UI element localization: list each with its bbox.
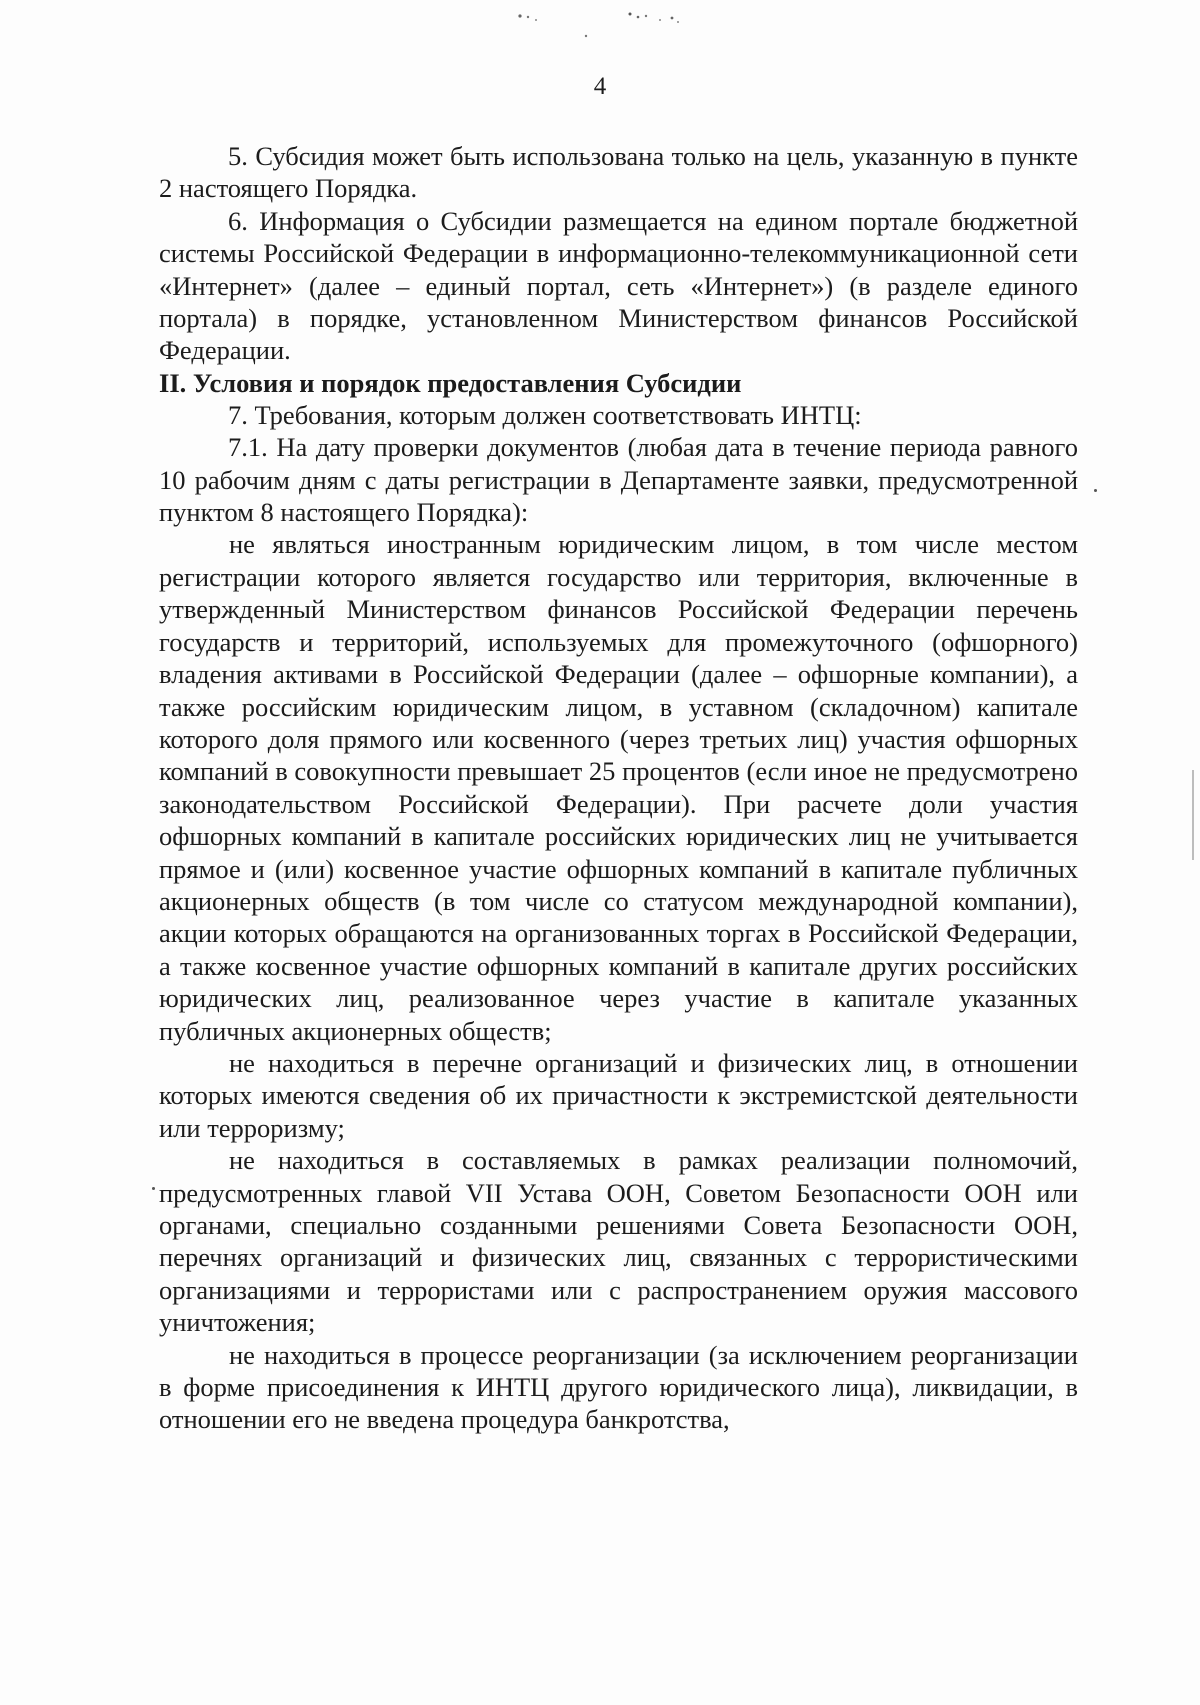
requirement-reorganization: не находиться в процессе реорганизации (за исключением реорганизации в форме присоединения к ИНТЦ другого юридического лица), ликвидации, в отношении его не введена процедура банкротства, [159, 1339, 1078, 1435]
scan-edge-mark [1192, 770, 1194, 860]
requirement-offshore: не являться иностранным юридическим лицом, в том числе местом регистрации которого является государство или территория, включенные в утвержденный Министерством финансов Российской Федерации перечень государств и территорий, используемых для промежуточного (офшорного) владения активами в Российской Федерации (далее – офшорные компании), а также российским юридическим лицом, в уставном (складочном) капитале которого доля прямого или косвенного (через третьих лиц) участия офшорных компаний в совокупности превышает 25 процентов (если иное не предусмотрено законодательством Российской Федерации). При расчете доли участия офшорных компаний в капитале российских юридических лиц не учитывается прямое и (или) косвенное участие офшорных компаний в капитале публичных акционерных обществ (в том числе со статусом международной компании), акции которых обращаются на организованных торгах в Российской Федерации, а также косвенное участие офшорных компаний в капитале других российских юридических лиц, реализованное через участие в капитале указанных публичных акционерных обществ; [159, 529, 1078, 1046]
scan-dot [152, 1187, 155, 1190]
requirement-extremism: не находиться в перечне организаций и физических лиц, в отношении которых имеются сведения об их причастности к экстремистской деятельности или терроризму; [159, 1047, 1078, 1143]
requirement-un-lists: не находиться в составляемых в рамках реализации полномочий, предусмотренных главой VII Устава ООН, Советом Безопасности ООН или органами, специально созданными решениями Совета Безопасности ООН, перечнях организаций и физических лиц, связанных с террористическими организациями и террористами или с распространением оружия массового уничтожения; [159, 1145, 1078, 1338]
page-number: 4 [593, 73, 607, 100]
paragraph-5: 5. Субсидия может быть использована только на цель, указанную в пункте 2 настоящего Порядка. [159, 141, 1078, 204]
section-heading: II. Условия и порядок предоставления Субсидии [159, 367, 742, 398]
paragraph-7-1: 7.1. На дату проверки документов (любая дата в течение периода равного 10 рабочим дням с даты регистрации в Департаменте заявки, предусмотренной пунктом 8 настоящего Порядка): [159, 432, 1078, 528]
document-body [159, 140, 1078, 1436]
scan-artifact [500, 8, 740, 48]
paragraph-7: 7. Требования, которым должен соответствовать ИНТЦ: [228, 399, 862, 430]
scan-dot [1094, 489, 1097, 492]
paragraph-6: 6. Информация о Субсидии размещается на едином портале бюджетной системы Российской Федерации в информационно-телекоммуникационной сети «Интернет» (далее – единый портал, сеть «Интернет») (в разделе единого портала) в порядке, установленном Министерством финансов Российской Федерации. [159, 205, 1078, 366]
